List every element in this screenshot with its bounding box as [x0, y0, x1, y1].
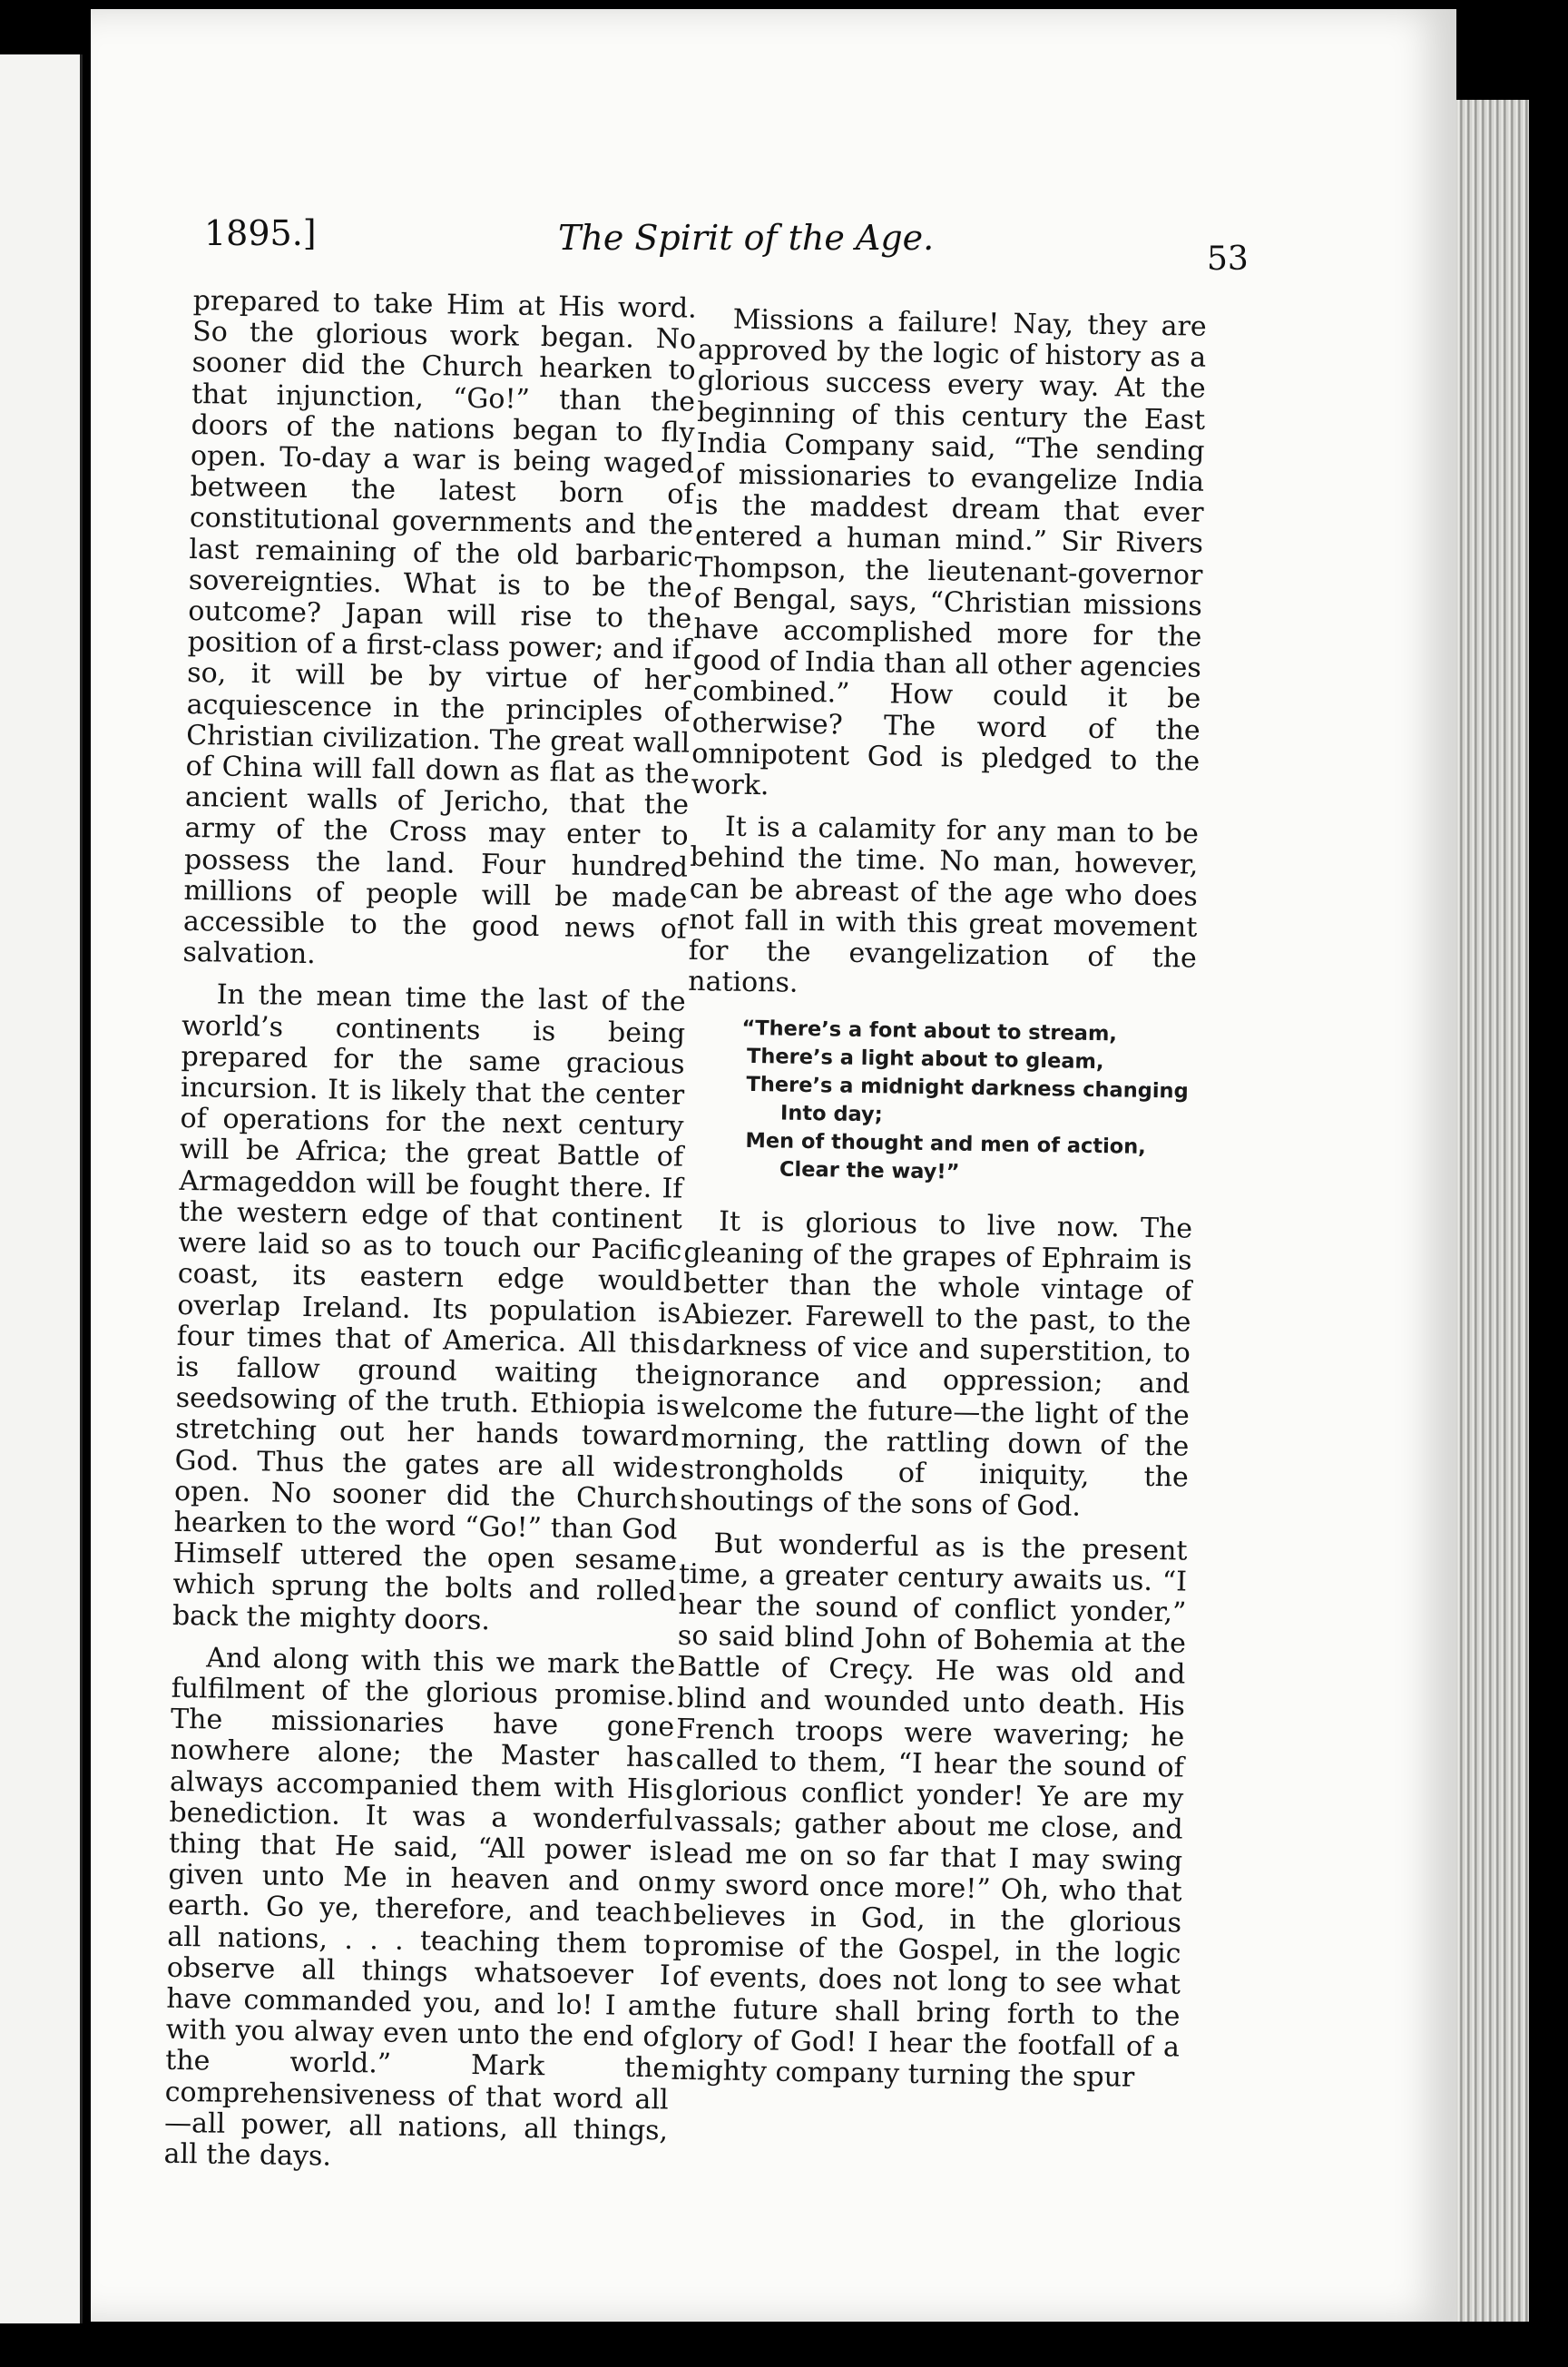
left-column: [163, 286, 697, 2189]
running-title: The Spirit of the Age.: [558, 218, 935, 258]
book-page-edges: [1456, 100, 1529, 2322]
previous-page-edge: [0, 54, 83, 2323]
paragraph: prepared to take Him at His word. So the glorious work began. No sooner did the Church hearken to that injunction, “Go!” than the doors of the nations began to fly open. To-day a war is being waged between the latest born of constitutional governments and the last remaining of the old barbaric sovereignties. What is to be the outcome? Japan will rise to the position of a first-class power; and if so, it will be by virtue of her acquiescence in the principles of Christian civilization. The great wall of China will fall down as flat as the ancient walls of Jericho, that the army of the Cross may enter to possess the land. Four hundred millions of people will be made accessible to the good news of salvation.: [182, 285, 697, 971]
right-column: [671, 304, 1207, 2106]
paragraph: It is glorious to live now. The gleaning of the grapes of Ephraim is better than the whole vintage of Abiezer. Farewell to the past, to the darkness of vice and superstition, to ignorance and oppression; and welcome the future—the light of the morning, the rattling down of the strongholds of iniquity, the shoutings of the sons of God.: [680, 1205, 1193, 1524]
paragraph: And along with this we mark the fulfilment of the glorious promise. The missionaries have gone nowhere alone; the Master has always accompanied them with His benediction. It was a wonderful thing that He said, “All power is given unto Me in heaven and on earth. Go ye, therefore, and teach all nations, . . . teaching them to observe all things whatsoever I have commanded you, and lo! I am with you alway even unto the end of the world.” Mark the comprehensiveness of that word all—all power, all nations, all things, all the days.: [163, 1642, 676, 2173]
paragraph: It is a calamity for any man to be behind the time. No man, however, can be abreast of the age who does not fall in with this great movement for the evangelization of the nations.: [687, 810, 1200, 1000]
paragraph: But wonderful as is the present time, a greater century awaits us. “I hear the sound of conflict yonder,” so said blind John of Bohemia at the Battle of Creçy. He was old and blind and wounded unto death. His French troops were wavering; he called to them, “I hear the sound of glorious conflict yonder! Ye are my vassals; gather about me close, and lead me on so far that I may swing my sword once more!” Oh, who that believes in God, in the glorious promise of the Gospel, in the logic of events, does not long to see what the future shall bring forth to the glory of God! I hear the footfall of a mighty company turning the spur: [671, 1527, 1188, 2094]
page-number: 53: [1207, 241, 1249, 278]
poem-line: Clear the way!”: [779, 1157, 960, 1185]
running-header: [91, 213, 1456, 286]
poem-line: There’s a light about to gleam,: [746, 1045, 1104, 1075]
poem-line: “There’s a font about to stream,: [741, 1017, 1118, 1046]
paragraph: Missions a failure! Nay, they are approved by the logic of history as a glorious success every way. At the beginning of this century the East India Company said, “The sending of missionaries to evangelize India is the maddest dream that ever entered a human mind.” Sir Rivers Thompson, the lieutenant-governor of Bengal, says, “Christian missions have accomplished more for the good of India than all other agencies combined.” How could it be otherwise? The word of the omnipotent God is pledged to the work.: [691, 303, 1207, 802]
poem-quotation: [740, 1015, 1196, 1191]
book-page: [91, 9, 1456, 2322]
paragraph: In the mean time the last of the world’s continents is being prepared for the same gracious incursion. It is likely that the center of operations for the next century will be Africa; the great Battle of Armageddon will be fought there. If the western edge of that continent were laid so as to touch our Pacific coast, its eastern edge would overlap Ireland. Its population is four times that of America. All this is fallow ground waiting the seedsowing of the truth. Ethiopia is stretching out her hands toward God. Thus the gates are all wide open. No sooner did the Church hearken to the word “Go!” than God Himself uttered the open sesame which sprung the bolts and rolled back the mighty doors.: [172, 978, 686, 1636]
poem-line: There’s a midnight darkness changing: [746, 1073, 1189, 1105]
poem-line: Into day;: [779, 1101, 883, 1127]
header-year: 1895.]: [204, 213, 317, 253]
poem-line: Men of thought and men of action,: [745, 1129, 1147, 1160]
